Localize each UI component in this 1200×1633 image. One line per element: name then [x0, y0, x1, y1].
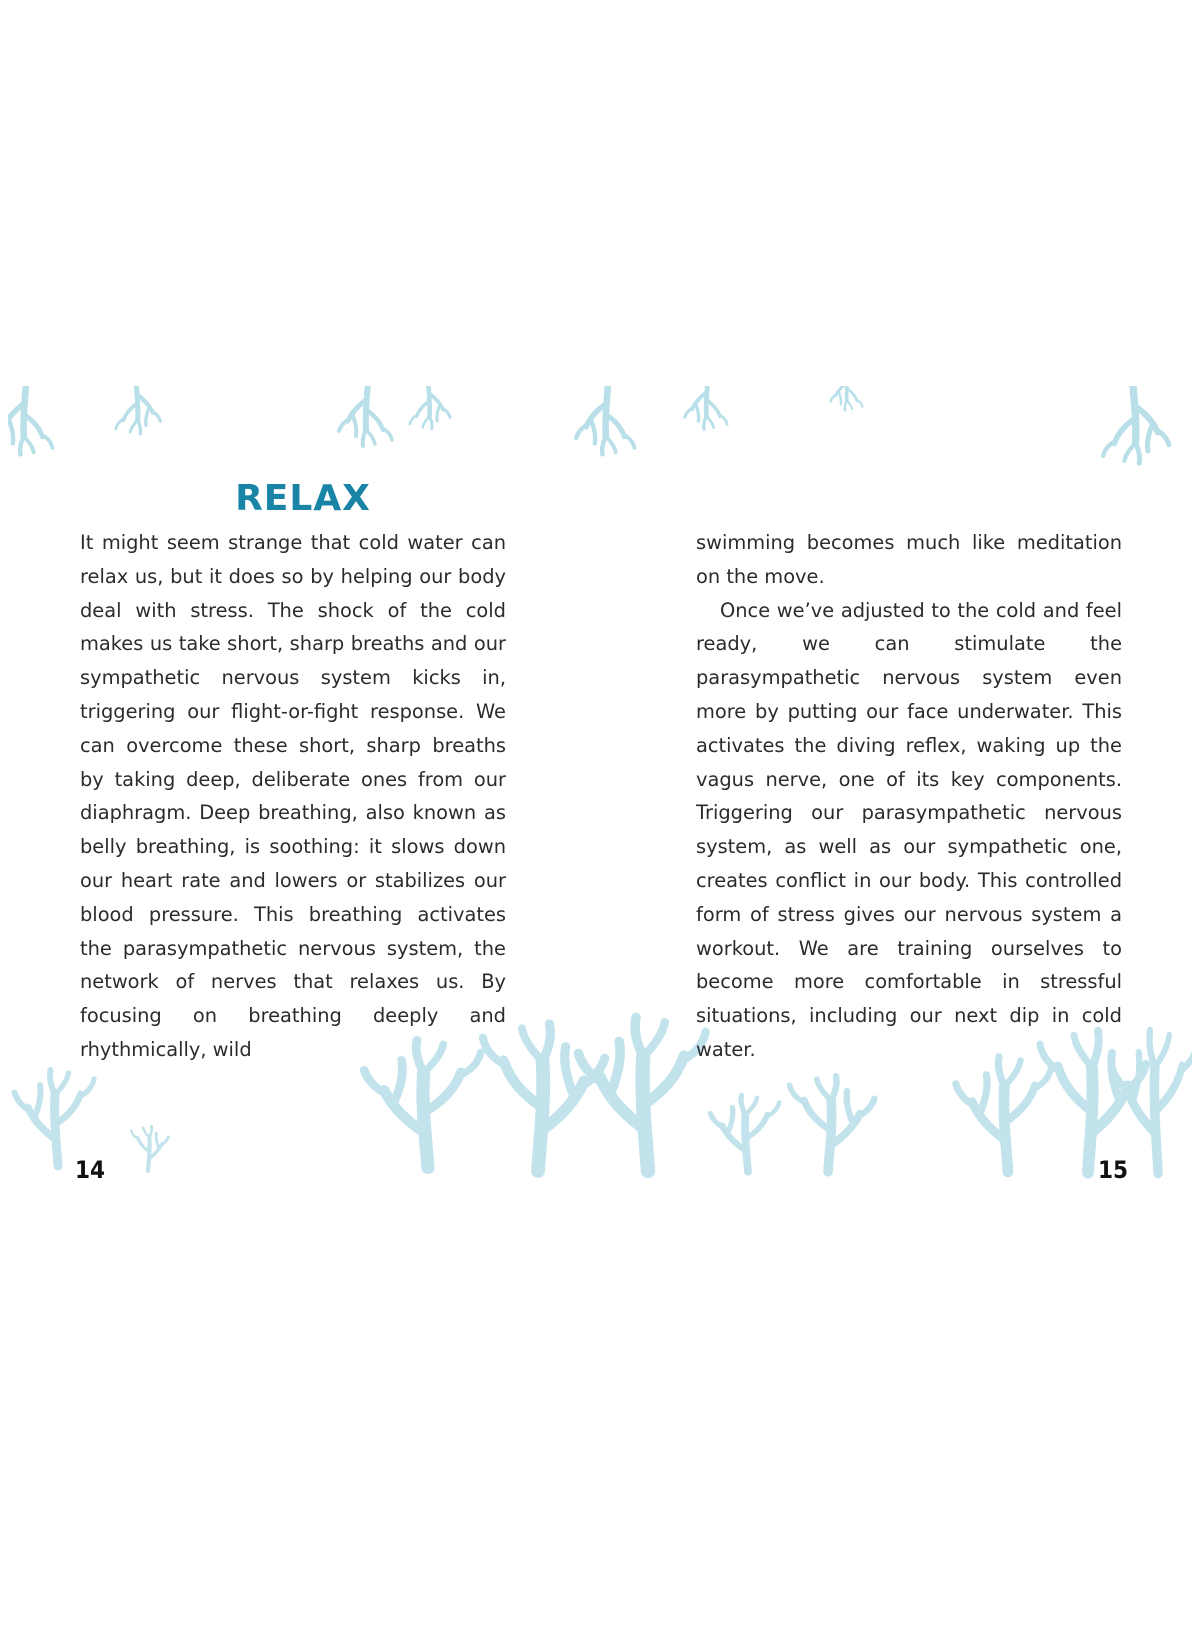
right-column: [696, 526, 1122, 1067]
body-paragraph: It might seem strange that cold water can relax us, but it does so by helping our body deal with stress. The shock of the cold makes us take short, sharp breaths and our sympathetic nervous system kicks in, triggering our flight-or-fight response. We can overcome these short, sharp breaths by taking deep, deliberate ones from our diaphragm. Deep breathing, also known as belly breathing, is soothing: it slows down our heart rate and lowers or stabilizes our blood pressure. This breathing activates the parasympathetic nervous system, the network of nerves that relaxes us. By focusing on breathing deeply and rhythmically, wild: [80, 531, 506, 1061]
book-spread: [8, 386, 1192, 1196]
page-title: RELAX: [235, 478, 371, 519]
page-number-right: 15: [1098, 1156, 1129, 1184]
body-paragraph-continued: swimming becomes much like meditation on the move.: [696, 531, 1122, 588]
left-column: [80, 526, 506, 1067]
page-number-left: 14: [75, 1156, 106, 1184]
body-paragraph: Once we’ve adjusted to the cold and feel ready, we can stimulate the parasympathetic nervous system even more by putting our face underwater. This activates the diving reflex, waking up the vagus nerve, one of its key components. Triggering our parasympathetic nervous system, as well as our sympathetic one, creates conflict in our body. This controlled form of stress gives our nervous system a workout. We are training ourselves to become more comfortable in stressful situations, including our next dip in cold water.: [696, 598, 1122, 1061]
